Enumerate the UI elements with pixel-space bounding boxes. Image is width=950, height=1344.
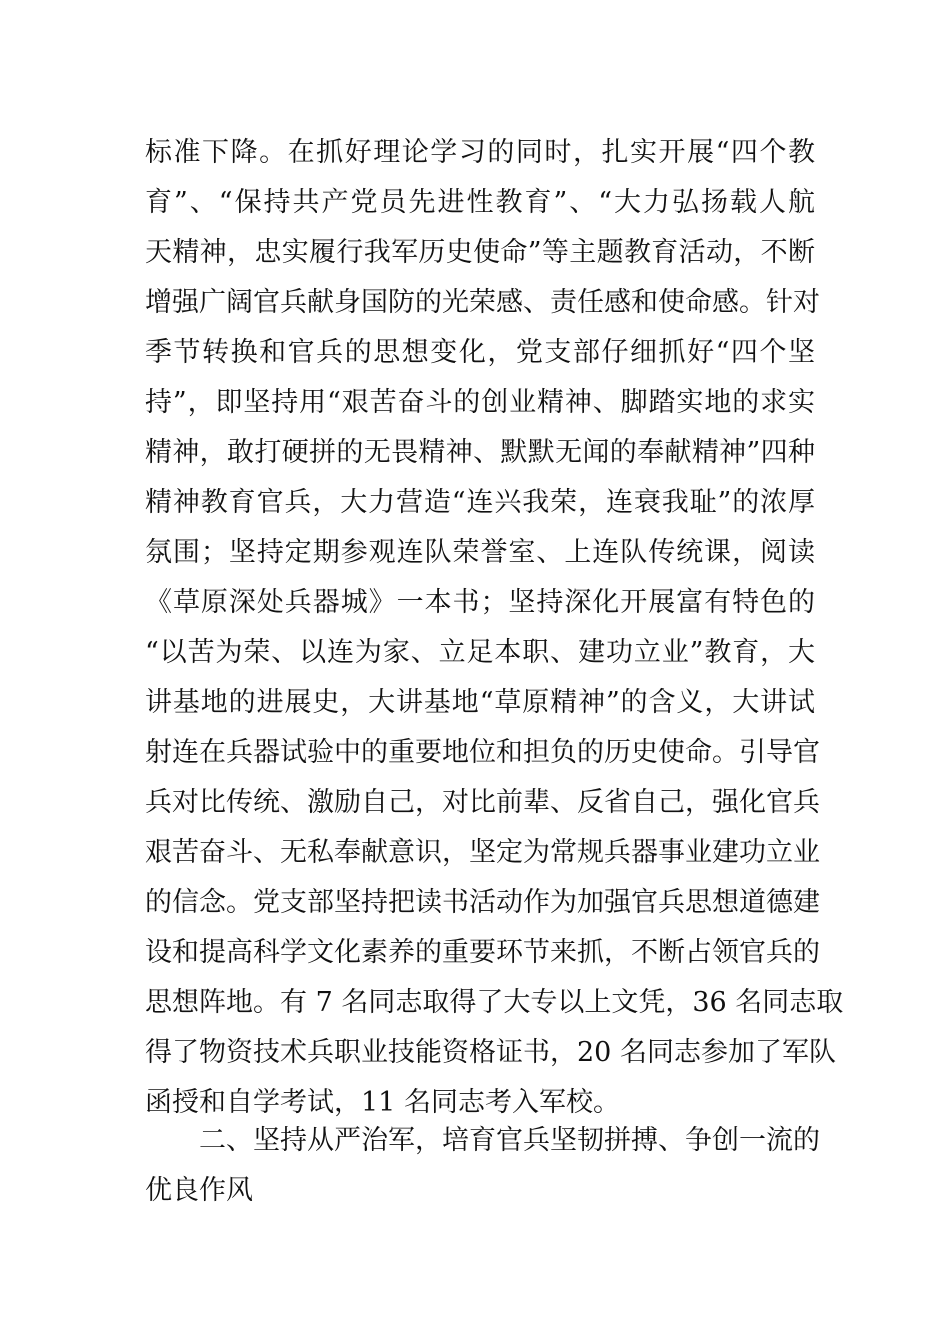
section-heading-line: 二、坚持从严治军，培育官兵坚韧拼搏、争创一流的: [199, 1125, 820, 1156]
paragraph-line: 标准下降。在抓好理论学习的同时，扎实开展“四个教: [145, 137, 815, 168]
section-heading-line: 优良作风: [145, 1175, 253, 1206]
paragraph-line: 得了物资技术兵职业技能资格证书，20 名同志参加了军队: [145, 1037, 836, 1068]
section-heading: [145, 1116, 820, 1216]
paragraph-line: 讲基地的进展史，大讲基地“草原精神”的含义，大讲试: [145, 687, 815, 718]
paragraph-line: 增强广阔官兵献身国防的光荣感、责任感和使命感。针对: [145, 287, 820, 318]
paragraph-line: 的信念。党支部坚持把读书活动作为加强官兵思想道德建: [145, 887, 820, 918]
paragraph-line: 持”，即坚持用“艰苦奋斗的创业精神、脚踏实地的求实: [145, 387, 815, 418]
paragraph-line: 育”、“保持共产党员先进性教育”、“大力弘扬载人航: [145, 187, 815, 218]
paragraph-line: 兵对比传统、激励自己，对比前辈、反省自己，强化官兵: [145, 787, 820, 818]
paragraph-line: “以苦为荣、以连为家、立足本职、建功立业”教育，大: [145, 637, 815, 668]
body-paragraph: [145, 128, 844, 1128]
paragraph-line: 射连在兵器试验中的重要地位和担负的历史使命。引导官: [145, 737, 820, 768]
paragraph-line: 设和提高科学文化素养的重要环节来抓，不断占领官兵的: [145, 937, 820, 968]
paragraph-line: 氛围；坚持定期参观连队荣誉室、上连队传统课，阅读: [145, 537, 815, 568]
paragraph-line: 天精神，忠实履行我军历史使命”等主题教育活动，不断: [145, 237, 815, 268]
paragraph-line: 函授和自学考试，11 名同志考入军校。: [145, 1087, 620, 1118]
paragraph-line: 《草原深处兵器城》一本书；坚持深化开展富有特色的: [145, 587, 815, 618]
paragraph-line: 季节转换和官兵的思想变化，党支部仔细抓好“四个坚: [145, 337, 815, 368]
paragraph-line: 精神教育官兵，大力营造“连兴我荣，连衰我耻”的浓厚: [145, 487, 815, 518]
paragraph-line: 思想阵地。有 7 名同志取得了大专以上文凭，36 名同志取: [145, 987, 844, 1018]
paragraph-line: 精神，敢打硬拼的无畏精神、默默无闻的奉献精神”四种: [145, 437, 815, 468]
paragraph-line: 艰苦奋斗、无私奉献意识，坚定为常规兵器事业建功立业: [145, 837, 820, 868]
